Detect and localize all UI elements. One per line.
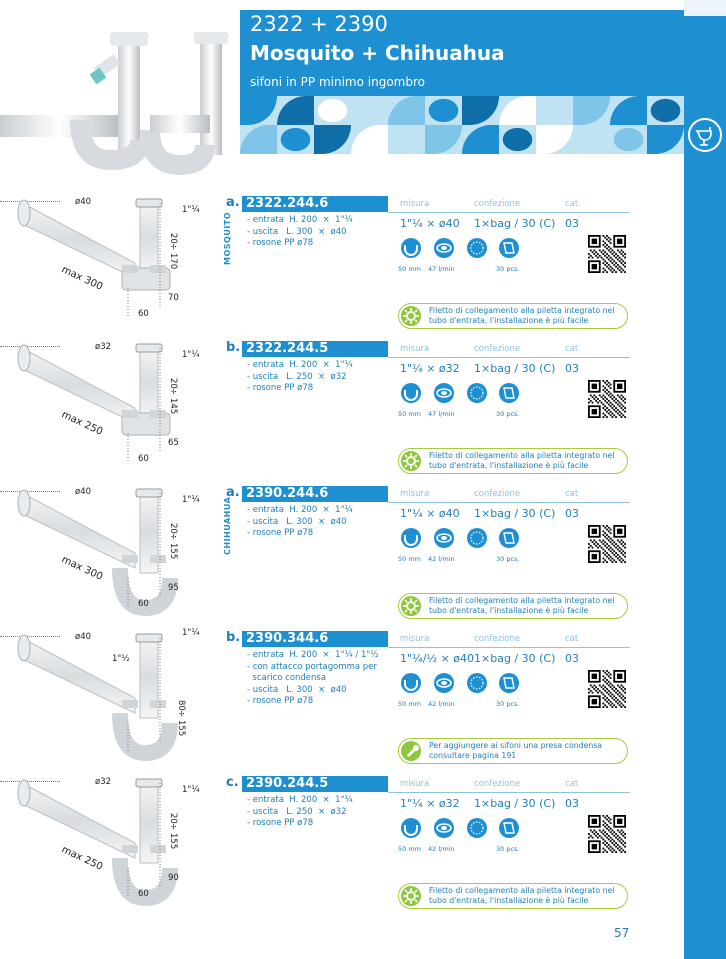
sidebar-top-strip bbox=[684, 0, 726, 16]
dimension-height-h2: ÷ bbox=[176, 710, 186, 718]
flow-rate-label: 47 l/min bbox=[428, 410, 455, 418]
mosaic-tile bbox=[240, 96, 277, 125]
spec-line: - uscita L. 300 × ø40 bbox=[247, 516, 347, 527]
drain-depth-label: 50 mm bbox=[398, 845, 422, 853]
cat-value: 03 bbox=[565, 652, 579, 665]
package-quantity-label: 30 pcs. bbox=[496, 845, 520, 853]
info-note-text: Filetto di collegamento alla piletta integrato nel tubo d'entrata, l'installazione è più facile bbox=[429, 451, 615, 470]
bag-icon bbox=[498, 237, 520, 259]
column-header-misura: misura bbox=[400, 489, 430, 499]
dimension-outlet-offset: 60 bbox=[138, 599, 149, 609]
gear-icon bbox=[401, 306, 421, 326]
mosaic-tile bbox=[540, 99, 570, 122]
misura-value: 1"¼ × ø32 bbox=[400, 797, 460, 810]
column-header-confezione: confezione bbox=[474, 634, 521, 644]
product-code: 2390.244.5 bbox=[242, 776, 388, 792]
mosaic-tile bbox=[503, 128, 533, 151]
mosaic-tile bbox=[318, 99, 348, 122]
dimension-diameter: ø40 bbox=[75, 487, 92, 497]
package-quantity-label: 30 pcs. bbox=[496, 265, 520, 273]
drain-depth-icon bbox=[400, 817, 422, 839]
dimension-height-h2: ÷ bbox=[168, 243, 178, 251]
spec-line: - rosone PP ø78 bbox=[247, 528, 314, 538]
product-variant-letter: a. bbox=[226, 485, 240, 500]
dimension-diameter: ø40 bbox=[75, 632, 92, 642]
confezione-value: 1×bag / 30 (C) bbox=[474, 217, 556, 230]
column-header-confezione: confezione bbox=[474, 779, 521, 789]
spec-line: - rosone PP ø78 bbox=[247, 238, 314, 248]
info-note bbox=[398, 303, 628, 329]
bag-icon bbox=[498, 672, 520, 694]
package-quantity-icon bbox=[466, 527, 488, 549]
bag-icon bbox=[498, 817, 520, 839]
package-quantity-label: 30 pcs. bbox=[496, 700, 520, 708]
dimension-trap-height: 95 bbox=[168, 583, 179, 593]
mosaic-tile bbox=[647, 125, 684, 154]
spec-line: - entrata H. 200 × 1"¼ / 1"½ bbox=[247, 650, 379, 660]
product-block bbox=[0, 483, 684, 623]
gear-icon bbox=[401, 596, 421, 616]
flow-rate-icon bbox=[433, 382, 455, 404]
spec-line: - uscita L. 250 × ø32 bbox=[247, 371, 347, 382]
column-header-confezione: confezione bbox=[474, 344, 521, 354]
spec-line: - entrata H. 200 × 1"¼ bbox=[247, 795, 353, 805]
mosaic-tile bbox=[651, 99, 681, 122]
cat-value: 03 bbox=[565, 217, 579, 230]
spec-line: scarico condensa bbox=[247, 673, 327, 683]
column-header-confezione: confezione bbox=[474, 489, 521, 499]
mosaic-tile bbox=[462, 96, 499, 125]
misura-value: 1"¼/½ × ø40 bbox=[400, 652, 475, 665]
header-mosaic bbox=[240, 96, 684, 154]
dimension-inlet-thread: 1"¼ bbox=[182, 495, 200, 505]
flow-rate-label: 47 l/min bbox=[428, 265, 455, 273]
mosaic-tile bbox=[392, 128, 422, 151]
mosaic-tile bbox=[610, 96, 647, 125]
dimension-outlet-offset: 60 bbox=[138, 309, 149, 319]
info-note bbox=[398, 448, 628, 474]
dimension-height-h1: 80 bbox=[176, 700, 186, 711]
header-subtitle: sifoni in PP minimo ingombro bbox=[250, 75, 425, 89]
product-block bbox=[0, 773, 684, 913]
product-code: 2322.244.6 bbox=[242, 196, 388, 212]
product-block bbox=[0, 338, 684, 478]
gear-icon bbox=[401, 451, 421, 471]
column-header-misura: misura bbox=[400, 344, 430, 354]
column-header-confezione: confezione bbox=[474, 199, 521, 209]
column-header-cat: cat bbox=[565, 779, 579, 789]
info-note bbox=[398, 738, 628, 764]
product-variant-letter: c. bbox=[226, 775, 239, 790]
dimension-length: max 300 bbox=[59, 554, 105, 583]
mosaic-tile bbox=[351, 125, 388, 154]
column-header-line bbox=[388, 357, 630, 358]
dimension-height-h3: 145 bbox=[168, 398, 178, 415]
product-code: 2390.344.6 bbox=[242, 631, 388, 647]
package-quantity-label: 30 pcs. bbox=[496, 555, 520, 563]
dimension-length: max 300 bbox=[59, 264, 105, 293]
drain-depth-label: 50 mm bbox=[398, 700, 422, 708]
dimension-height-h1: 20 bbox=[168, 523, 178, 534]
drain-depth-icon bbox=[400, 527, 422, 549]
package-quantity-icon bbox=[466, 237, 488, 259]
info-note-text: Filetto di collegamento alla piletta integrato nel tubo d'entrata, l'installazione è più facile bbox=[429, 306, 615, 325]
qr-code-icon[interactable] bbox=[586, 380, 628, 418]
spec-line: - uscita L. 300 × ø40 bbox=[247, 226, 347, 237]
dimension-height-h3: 155 bbox=[176, 720, 186, 737]
confezione-value: 1×bag / 30 (C) bbox=[474, 652, 556, 665]
header-siphon-illustration bbox=[0, 20, 240, 180]
package-quantity-icon bbox=[466, 817, 488, 839]
dimension-trap-height: 70 bbox=[168, 293, 179, 303]
misura-value: 1"¼ × ø40 bbox=[400, 217, 460, 230]
dimension-diameter: ø32 bbox=[95, 777, 112, 787]
dimension-diameter: ø32 bbox=[95, 342, 112, 352]
mosaic-tile bbox=[425, 125, 462, 154]
header-code: 2322 + 2390 bbox=[250, 12, 388, 36]
info-note-text: Filetto di collegamento alla piletta integrato nel tubo d'entrata, l'installazione è più facile bbox=[429, 596, 615, 615]
mosaic-tile bbox=[536, 125, 573, 154]
wrench-icon bbox=[401, 741, 421, 761]
bag-icon bbox=[498, 382, 520, 404]
mosaic-tile bbox=[614, 128, 644, 151]
gear-icon bbox=[401, 886, 421, 906]
column-header-cat: cat bbox=[565, 199, 579, 209]
spec-line: - uscita L. 250 × ø32 bbox=[247, 806, 347, 817]
product-variant-letter: b. bbox=[226, 340, 241, 355]
drain-depth-icon bbox=[400, 237, 422, 259]
flow-rate-icon bbox=[433, 672, 455, 694]
product-variant-letter: a. bbox=[226, 195, 240, 210]
misura-value: 1"¼ × ø40 bbox=[400, 507, 460, 520]
mosaic-tile bbox=[351, 96, 388, 125]
page-header bbox=[0, 0, 684, 180]
mosaic-tile bbox=[499, 96, 536, 125]
misura-value: 1"¼ × ø32 bbox=[400, 362, 460, 375]
column-header-line bbox=[388, 792, 630, 793]
dimension-height-h1: 20 bbox=[168, 233, 178, 244]
product-block bbox=[0, 193, 684, 333]
dimension-outlet-offset: 60 bbox=[138, 889, 149, 899]
column-header-line bbox=[388, 212, 630, 213]
drain-depth-icon bbox=[400, 382, 422, 404]
spec-line: - entrata H. 200 × 1"¼ bbox=[247, 505, 353, 515]
spec-line: - entrata H. 200 × 1"¼ bbox=[247, 215, 353, 225]
product-code: 2322.244.5 bbox=[242, 341, 388, 357]
package-quantity-label: 30 pcs. bbox=[496, 410, 520, 418]
mosaic-tile bbox=[281, 128, 311, 151]
bag-icon bbox=[498, 527, 520, 549]
siphon-technical-drawing bbox=[10, 628, 220, 763]
product-code: 2390.244.6 bbox=[242, 486, 388, 502]
mosaic-tile bbox=[429, 99, 459, 122]
column-header-line bbox=[388, 647, 630, 648]
dimension-height-h3: 155 bbox=[168, 543, 178, 560]
mosaic-tile bbox=[573, 125, 610, 154]
dimension-inlet-thread: 1"¼ bbox=[182, 785, 200, 795]
column-header-misura: misura bbox=[400, 199, 430, 209]
column-header-cat: cat bbox=[565, 344, 579, 354]
header-title: Mosquito + Chihuahua bbox=[250, 41, 505, 65]
dimension-height-h2: ÷ bbox=[168, 823, 178, 831]
spec-line: - entrata H. 200 × 1"¼ bbox=[247, 360, 353, 370]
column-header-cat: cat bbox=[565, 634, 579, 644]
mosaic-tile bbox=[388, 96, 425, 125]
flow-rate-icon bbox=[433, 237, 455, 259]
mosaic-tile bbox=[277, 96, 314, 125]
info-note bbox=[398, 883, 628, 909]
cat-value: 03 bbox=[565, 362, 579, 375]
cat-value: 03 bbox=[565, 507, 579, 520]
dimension-outlet-offset: 60 bbox=[138, 454, 149, 464]
dimension-height-h1: 20 bbox=[168, 813, 178, 824]
info-note-text: Filetto di collegamento alla piletta integrato nel tubo d'entrata, l'installazione è più facile bbox=[429, 886, 615, 905]
info-note-text: Per aggiungere ai sifoni una presa condensa consultare pagina 191 bbox=[429, 741, 603, 760]
dimension-trap-height: 65 bbox=[168, 438, 179, 448]
package-quantity-icon bbox=[466, 672, 488, 694]
flow-rate-label: 42 l/min bbox=[428, 845, 455, 853]
confezione-value: 1×bag / 30 (C) bbox=[474, 507, 556, 520]
series-label-mosquito: MOSQUITO bbox=[223, 211, 232, 265]
drain-depth-label: 50 mm bbox=[398, 555, 422, 563]
dimension-inlet-thread: 1"¼ bbox=[182, 350, 200, 360]
spec-line: - con attacco portagomma per bbox=[247, 661, 377, 672]
spec-line: - rosone PP ø78 bbox=[247, 383, 314, 393]
dimension-length: max 250 bbox=[59, 409, 105, 438]
package-quantity-icon bbox=[466, 382, 488, 404]
series-label-chihuahua: CHIHUAHUA bbox=[223, 496, 232, 555]
column-header-line bbox=[388, 502, 630, 503]
spec-line: - rosone PP ø78 bbox=[247, 818, 314, 828]
drain-depth-label: 50 mm bbox=[398, 265, 422, 273]
drain-depth-icon bbox=[400, 672, 422, 694]
flow-rate-label: 42 l/min bbox=[428, 555, 455, 563]
confezione-value: 1×bag / 30 (C) bbox=[474, 362, 556, 375]
flow-rate-icon bbox=[433, 527, 455, 549]
dimension-height-h3: 170 bbox=[168, 253, 178, 270]
flow-rate-icon bbox=[433, 817, 455, 839]
mosaic-tile bbox=[462, 125, 499, 154]
spec-line: - uscita L. 300 × ø40 bbox=[247, 684, 347, 695]
dimension-inlet-thread-2: 1"½ bbox=[112, 654, 130, 664]
dimension-height-h2: ÷ bbox=[168, 388, 178, 396]
product-variant-letter: b. bbox=[226, 630, 241, 645]
product-block bbox=[0, 628, 684, 768]
dimension-trap-height: 90 bbox=[168, 873, 179, 883]
dimension-height-h2: ÷ bbox=[168, 533, 178, 541]
mosaic-tile bbox=[240, 125, 277, 154]
qr-code-icon[interactable] bbox=[586, 670, 628, 708]
dimension-length: max 250 bbox=[59, 844, 105, 873]
dimension-inlet-thread: 1"¼ bbox=[182, 205, 200, 215]
dimension-inlet-thread: 1"¼ bbox=[182, 628, 200, 638]
sink-category-icon bbox=[688, 118, 722, 152]
cat-value: 03 bbox=[565, 797, 579, 810]
page-number: 57 bbox=[614, 926, 630, 940]
confezione-value: 1×bag / 30 (C) bbox=[474, 797, 556, 810]
flow-rate-label: 42 l/min bbox=[428, 700, 455, 708]
mosaic-tile bbox=[573, 96, 610, 125]
qr-code-icon[interactable] bbox=[586, 525, 628, 563]
dimension-diameter: ø40 bbox=[75, 197, 92, 207]
column-header-misura: misura bbox=[400, 779, 430, 789]
column-header-cat: cat bbox=[565, 489, 579, 499]
column-header-misura: misura bbox=[400, 634, 430, 644]
dimension-height-h3: 155 bbox=[168, 833, 178, 850]
info-note bbox=[398, 593, 628, 619]
qr-code-icon[interactable] bbox=[586, 235, 628, 273]
spec-line: - rosone PP ø78 bbox=[247, 696, 314, 706]
qr-code-icon[interactable] bbox=[586, 815, 628, 853]
mosaic-tile bbox=[314, 125, 351, 154]
drain-depth-label: 50 mm bbox=[398, 410, 422, 418]
dimension-height-h1: 20 bbox=[168, 378, 178, 389]
